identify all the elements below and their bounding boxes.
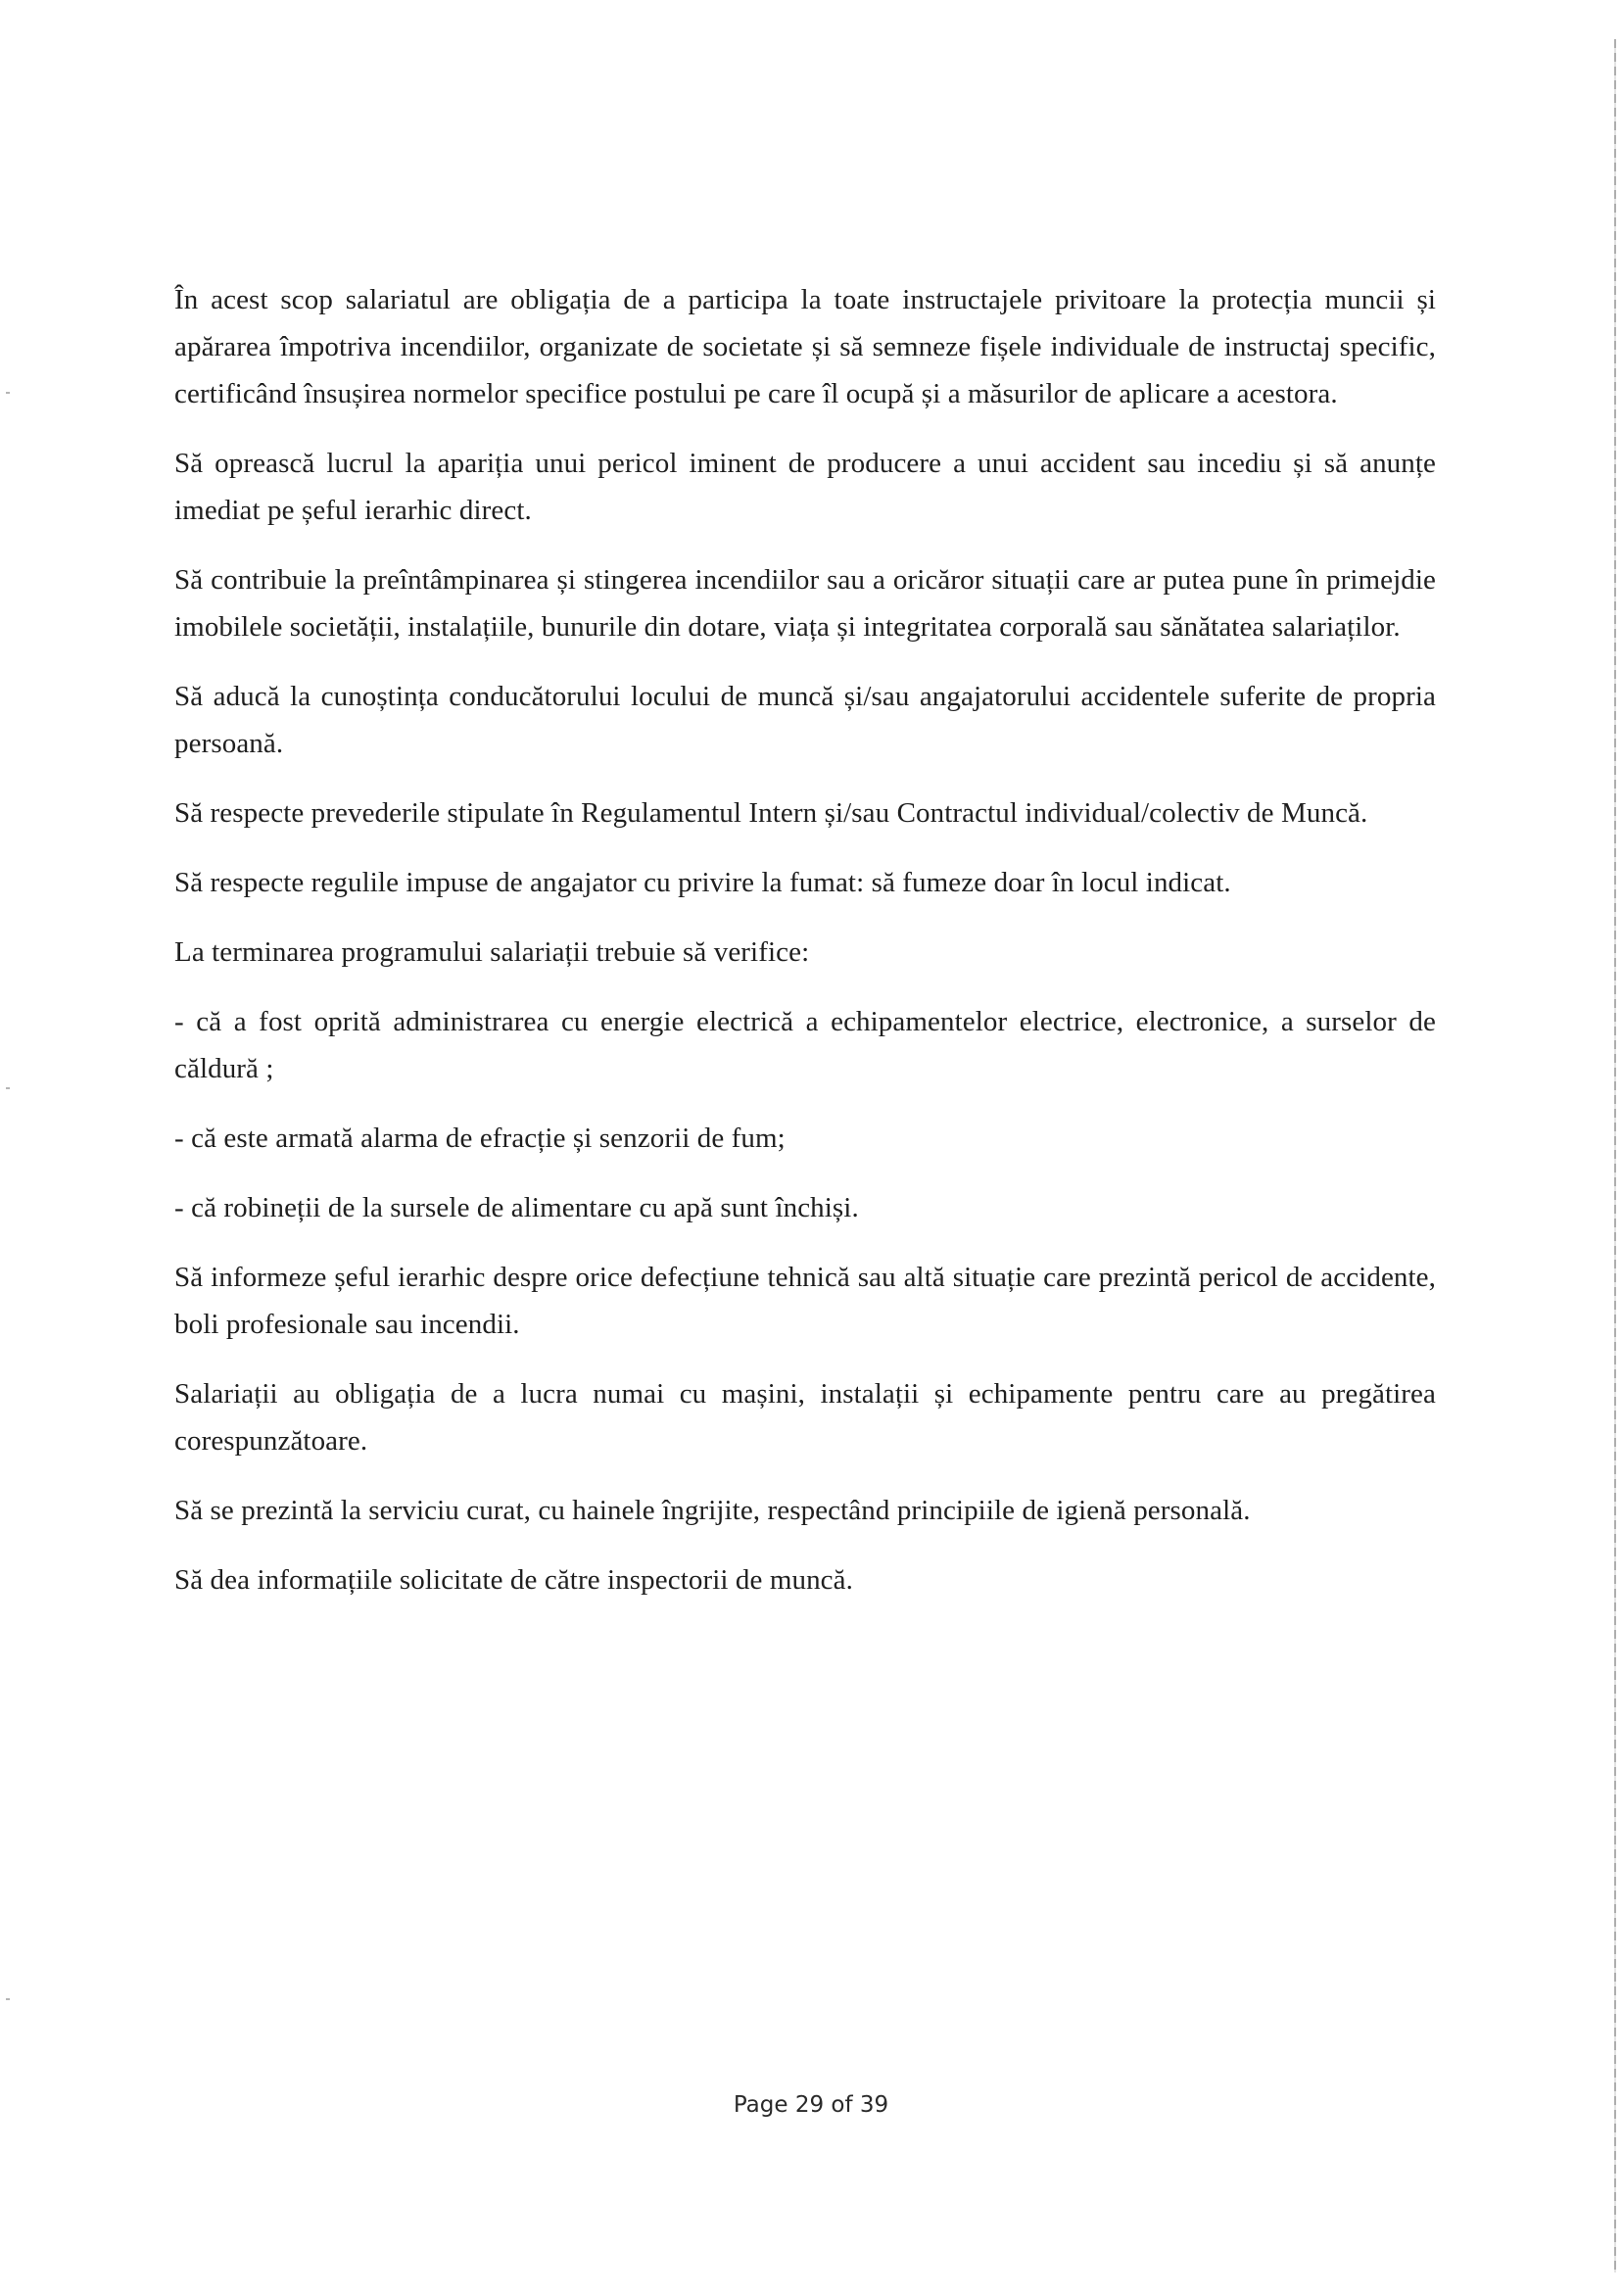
scan-speck xyxy=(6,392,10,394)
paragraph: Să se prezintă la serviciu curat, cu hainele îngrijite, respectând principiile de igienă personală. xyxy=(174,1495,1251,1526)
scan-edge-line xyxy=(1614,39,1616,2272)
document-body xyxy=(174,276,1436,1626)
paragraph: La terminarea programului salariații trebuie să verifice: xyxy=(174,936,810,968)
paragraph: Să oprească lucrul la apariția unui pericol iminent de producere a unui accident sau incediu și să anunțe imediat pe șeful ierarhic direct. xyxy=(174,448,1436,526)
paragraph: Să aducă la cunoștința conducătorului locului de muncă și/sau angajatorului accidentele suferite de propria persoană. xyxy=(174,681,1436,759)
paragraph: Să dea informațiile solicitate de către inspectorii de muncă. xyxy=(174,1564,853,1596)
scan-speck xyxy=(6,1998,10,2000)
list-item: - că robineții de la sursele de alimentare cu apă sunt închiși. xyxy=(174,1192,859,1223)
paragraph: Să respecte prevederile stipulate în Regulamentul Intern și/sau Contractul individual/colectiv de Muncă. xyxy=(174,797,1368,829)
paragraph: Să contribuie la preîntâmpinarea și stingerea incendiilor sau a oricăror situații care ar putea pune în primejdie imobilele societății, instalațiile, bunurile din dotare, viața și integritatea corporală sau sănătatea salariaților. xyxy=(174,564,1436,643)
paragraph: Să respecte regulile impuse de angajator cu privire la fumat: să fumeze doar în locul indicat. xyxy=(174,867,1231,898)
paragraph: Să informeze șeful ierarhic despre orice defecțiune tehnică sau altă situație care prezintă pericol de accidente, boli profesionale sau incendii. xyxy=(174,1262,1436,1340)
list-item: - că este armată alarma de efracție și senzorii de fum; xyxy=(174,1123,786,1154)
paragraph: Salariații au obligația de a lucra numai cu mașini, instalații și echipamente pentru care au pregătirea corespunzătoare. xyxy=(174,1378,1436,1457)
list-item: - că a fost oprită administrarea cu energie electrică a echipamentelor electrice, electronice, a surselor de căldură ; xyxy=(174,1006,1436,1084)
page-number-footer: Page 29 of 39 xyxy=(733,2092,889,2118)
scan-speck xyxy=(6,1087,10,1089)
paragraph: În acest scop salariatul are obligația de a participa la toate instructajele privitoare la protecția muncii și apărarea împotriva incendiilor, organizate de societate și să semneze fișele individuale de instructaj specific, certificând însușirea normelor specifice postului pe care îl ocupă și a măsurilor de aplicare a acestora. xyxy=(174,284,1436,409)
